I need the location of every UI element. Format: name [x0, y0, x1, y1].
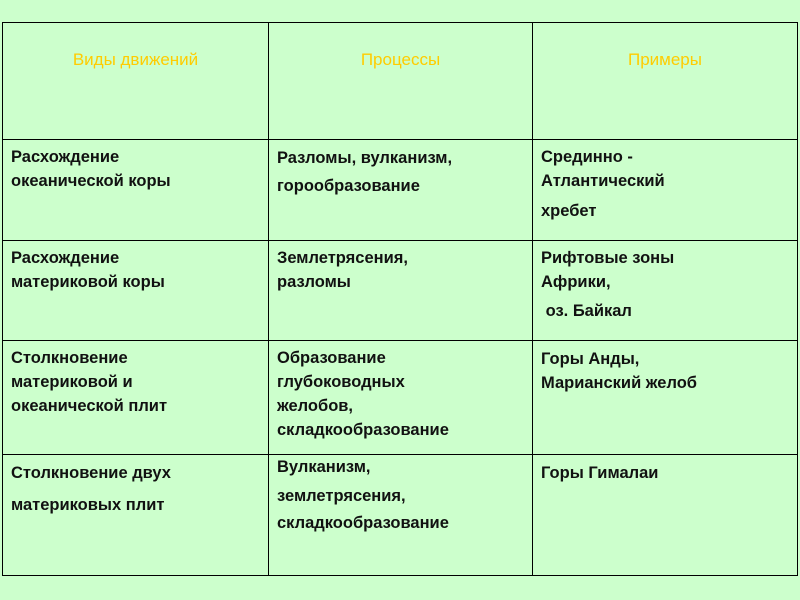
cell-type: Расхождение океанической коры [3, 140, 269, 241]
cell-process: Разломы, вулканизм, горообразование [269, 140, 533, 241]
cell-process: Вулканизм, землетрясения, складкообразование [269, 455, 533, 576]
cell-example: Рифтовые зоны Африки, оз. Байкал [533, 241, 798, 341]
cell-type: Столкновение двух материковых плит [3, 455, 269, 576]
table-row [3, 140, 798, 241]
table-row [3, 241, 798, 341]
table-row [3, 341, 798, 455]
cell-process: Землетрясения, разломы [269, 241, 533, 341]
table-header-row [3, 23, 798, 140]
table-row [3, 455, 798, 576]
cell-type: Столкновение материковой и океанической плит [3, 341, 269, 455]
cell-process: Образование глубоководных желобов, складкообразование [269, 341, 533, 455]
header-examples: Примеры [533, 23, 798, 140]
cell-type: Расхождение материковой коры [3, 241, 269, 341]
header-processes: Процессы [269, 23, 533, 140]
cell-example: Горы Анды, Марианский желоб [533, 341, 798, 455]
cell-example: Срединно - Атлантический хребет [533, 140, 798, 241]
movements-table [2, 22, 798, 576]
cell-example: Горы Гималаи [533, 455, 798, 576]
header-movement-types: Виды движений [3, 23, 269, 140]
